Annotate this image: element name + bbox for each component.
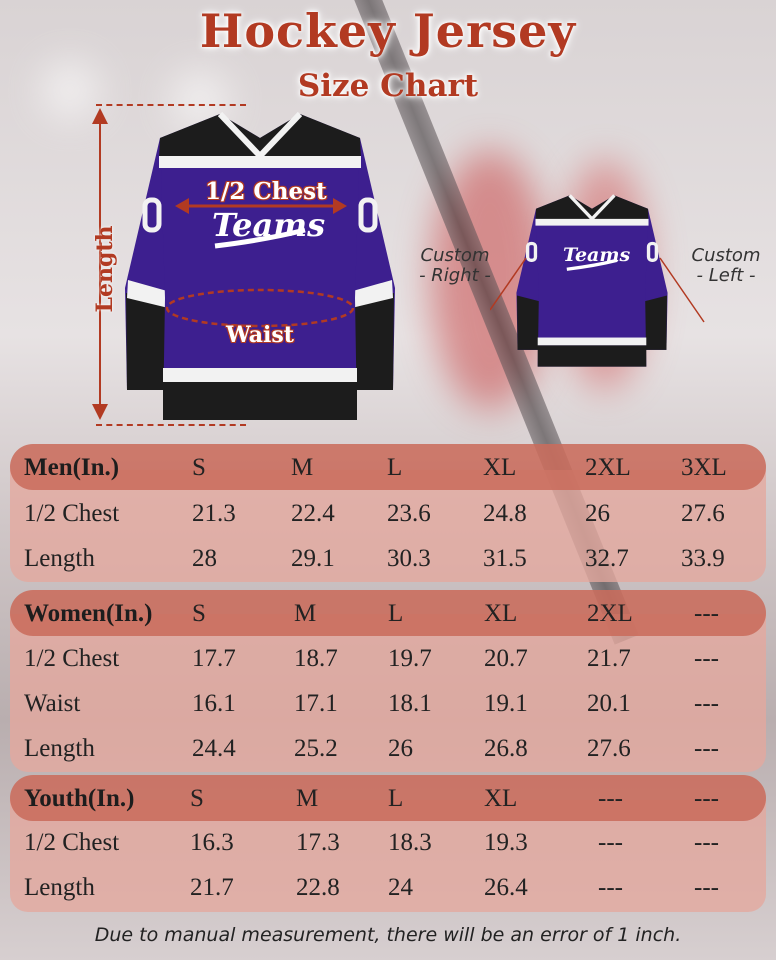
women-header-row	[0, 592, 776, 636]
cell: 32.7	[585, 545, 629, 572]
cell: 24	[388, 874, 413, 901]
cell: 21.7	[587, 645, 631, 672]
women-row-waist	[0, 682, 776, 726]
cell: 18.3	[388, 829, 432, 856]
cell: 28	[192, 545, 217, 572]
cell: 26.8	[484, 735, 528, 762]
jersey-team-text: Teams	[212, 206, 326, 244]
length-arrow-up-icon	[92, 108, 108, 124]
youth-size-l: L	[388, 785, 404, 812]
cell: 26.4	[484, 874, 528, 901]
half-chest-label: 1/2 Chest	[205, 178, 327, 205]
youth-row-chest	[0, 821, 776, 865]
men-size-l: L	[387, 454, 403, 481]
row-label: 1/2 Chest	[24, 829, 120, 856]
women-size-xl: XL	[484, 600, 518, 627]
row-label: Length	[24, 735, 95, 762]
women-size-2xl: 2XL	[587, 600, 633, 627]
cell: 17.3	[296, 829, 340, 856]
page-subtitle: Size Chart	[297, 68, 479, 104]
cell: 26	[388, 735, 413, 762]
jersey-front-image	[125, 108, 395, 426]
cell: 20.7	[484, 645, 528, 672]
youth-size-m: M	[296, 785, 319, 812]
men-size-2xl: 2XL	[585, 454, 631, 481]
youth-size-s: S	[190, 785, 204, 812]
cell: 27.6	[587, 735, 631, 762]
cell: 22.8	[296, 874, 340, 901]
youth-row-length	[0, 866, 776, 910]
cell: ---	[694, 690, 719, 717]
men-header-row	[0, 446, 776, 490]
cell: 17.1	[294, 690, 338, 717]
cell: 22.4	[291, 500, 335, 527]
custom-pointer-lines	[490, 248, 710, 328]
measurement-footnote: Due to manual measurement, there will be an error of 1 inch.	[94, 924, 682, 946]
custom-right-label: Custom - Right -	[419, 245, 491, 286]
small-jersey-team-text: Teams	[563, 244, 631, 266]
youth-header-row	[0, 777, 776, 821]
cell: 31.5	[483, 545, 527, 572]
men-header-label: Men(In.)	[24, 454, 120, 481]
page-title: Hockey Jersey	[199, 4, 577, 58]
cell: 23.6	[387, 500, 431, 527]
cell: 19.3	[484, 829, 528, 856]
waist-label: Waist	[226, 322, 294, 348]
length-arrow-down-icon	[92, 404, 108, 420]
cell: 19.1	[484, 690, 528, 717]
cell: 17.7	[192, 645, 236, 672]
row-label: Waist	[24, 690, 81, 717]
cell: 33.9	[681, 545, 725, 572]
row-label: Length	[24, 874, 95, 901]
cell: 16.3	[190, 829, 234, 856]
cell: 16.1	[192, 690, 236, 717]
men-row-length	[0, 537, 776, 581]
youth-header-label: Youth(In.)	[24, 785, 135, 812]
length-label: Length	[92, 225, 118, 313]
youth-size-xl: XL	[484, 785, 518, 812]
women-header-label: Women(In.)	[24, 600, 153, 627]
cell: 20.1	[587, 690, 631, 717]
cell: ---	[598, 829, 623, 856]
cell: 21.7	[190, 874, 234, 901]
men-size-m: M	[291, 454, 314, 481]
cell: 27.6	[681, 500, 725, 527]
cell: ---	[694, 645, 719, 672]
cell: ---	[694, 829, 719, 856]
youth-size-na-2: ---	[694, 785, 719, 812]
youth-size-na-1: ---	[598, 785, 623, 812]
women-row-length	[0, 727, 776, 771]
cell: 18.7	[294, 645, 338, 672]
men-size-s: S	[192, 454, 206, 481]
cell: 24.4	[192, 735, 236, 762]
length-top-guide	[96, 104, 246, 106]
row-label: 1/2 Chest	[24, 645, 120, 672]
custom-left-label: Custom - Left -	[691, 245, 761, 286]
cell: 24.8	[483, 500, 527, 527]
cell: 18.1	[388, 690, 432, 717]
men-size-xl: XL	[483, 454, 517, 481]
cell: ---	[694, 735, 719, 762]
women-row-chest	[0, 637, 776, 681]
women-size-m: M	[294, 600, 317, 627]
men-row-chest	[0, 492, 776, 536]
women-size-l: L	[388, 600, 404, 627]
cell: 19.7	[388, 645, 432, 672]
row-label: Length	[24, 545, 95, 572]
cell: 29.1	[291, 545, 335, 572]
women-size-s: S	[192, 600, 206, 627]
row-label: 1/2 Chest	[24, 500, 120, 527]
cell: 21.3	[192, 500, 236, 527]
cell: 25.2	[294, 735, 338, 762]
women-size-na: ---	[694, 600, 719, 627]
cell: ---	[598, 874, 623, 901]
cell: ---	[694, 874, 719, 901]
cell: 30.3	[387, 545, 431, 572]
cell: 26	[585, 500, 610, 527]
men-size-3xl: 3XL	[681, 454, 727, 481]
